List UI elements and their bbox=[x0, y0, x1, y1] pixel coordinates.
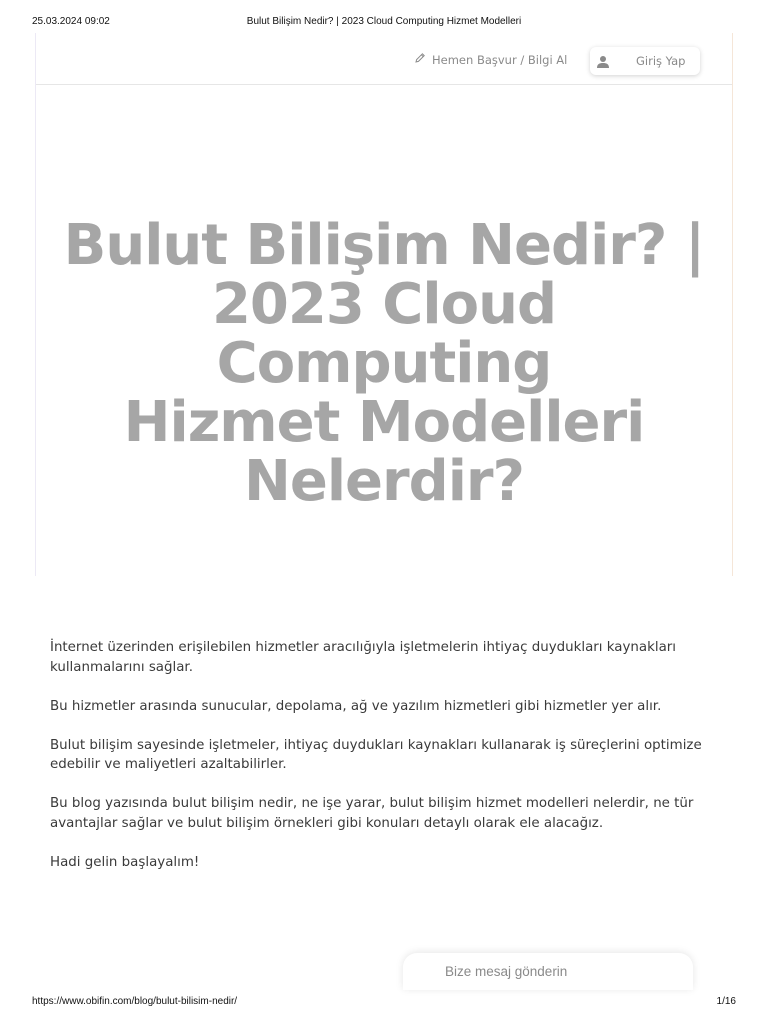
article-paragraph: Hadi gelin başlayalım! bbox=[50, 854, 200, 870]
print-date: 25.03.2024 09:02 bbox=[32, 16, 110, 27]
chat-widget-button[interactable] bbox=[403, 953, 693, 990]
apply-info-label: Hemen Başvur / Bilgi Al bbox=[432, 52, 568, 67]
article-paragraph: Bu blog yazısında bulut bilişim nedir, ne işe yarar, bulut bilişim hizmet modelleri nelerdir, ne tür avantajlar sağlar ve bulut bilişim örnekleri gibi konuları detaylı olarak ele alacağız. bbox=[50, 796, 694, 831]
title-line: Hizmet Modelleri bbox=[123, 390, 645, 455]
top-navbar bbox=[36, 33, 732, 85]
print-page-number: 1/16 bbox=[716, 996, 736, 1007]
title-line: 2023 Cloud Computing bbox=[211, 272, 557, 396]
user-icon bbox=[596, 54, 610, 68]
page-title bbox=[36, 213, 732, 514]
apply-info-link[interactable] bbox=[414, 52, 567, 67]
login-label: Giriş Yap bbox=[636, 54, 686, 68]
login-button[interactable] bbox=[590, 47, 700, 75]
article-paragraph: Bu hizmetler arasında sunucular, depolama, ağ ve yazılım hizmetleri gibi hizmetler yer alır. bbox=[50, 698, 662, 714]
print-url: https://www.obifin.com/blog/bulut-bilisim-nedir/ bbox=[32, 996, 238, 1007]
pencil-icon bbox=[414, 52, 426, 67]
title-line: Bulut Bilişim Nedir? | bbox=[63, 213, 705, 278]
article-paragraph: İnternet üzerinden erişilebilen hizmetler aracılığıyla işletmelerin ihtiyaç duydukları kaynakları kullanmalarını sağlar. bbox=[50, 640, 677, 675]
chat-widget-label: Bize mesaj gönderin bbox=[445, 964, 568, 979]
print-title: Bulut Bilişim Nedir? | 2023 Cloud Computing Hizmet Modelleri bbox=[246, 16, 522, 27]
site-frame bbox=[35, 33, 733, 576]
title-line: Nelerdir? bbox=[243, 449, 525, 514]
article-body bbox=[50, 638, 720, 892]
article-paragraph: Bulut bilişim sayesinde işletmeler, ihtiyaç duydukları kaynakları kullanarak iş süreçlerini optimize edebilir ve maliyetleri azaltabilirler. bbox=[50, 737, 702, 772]
